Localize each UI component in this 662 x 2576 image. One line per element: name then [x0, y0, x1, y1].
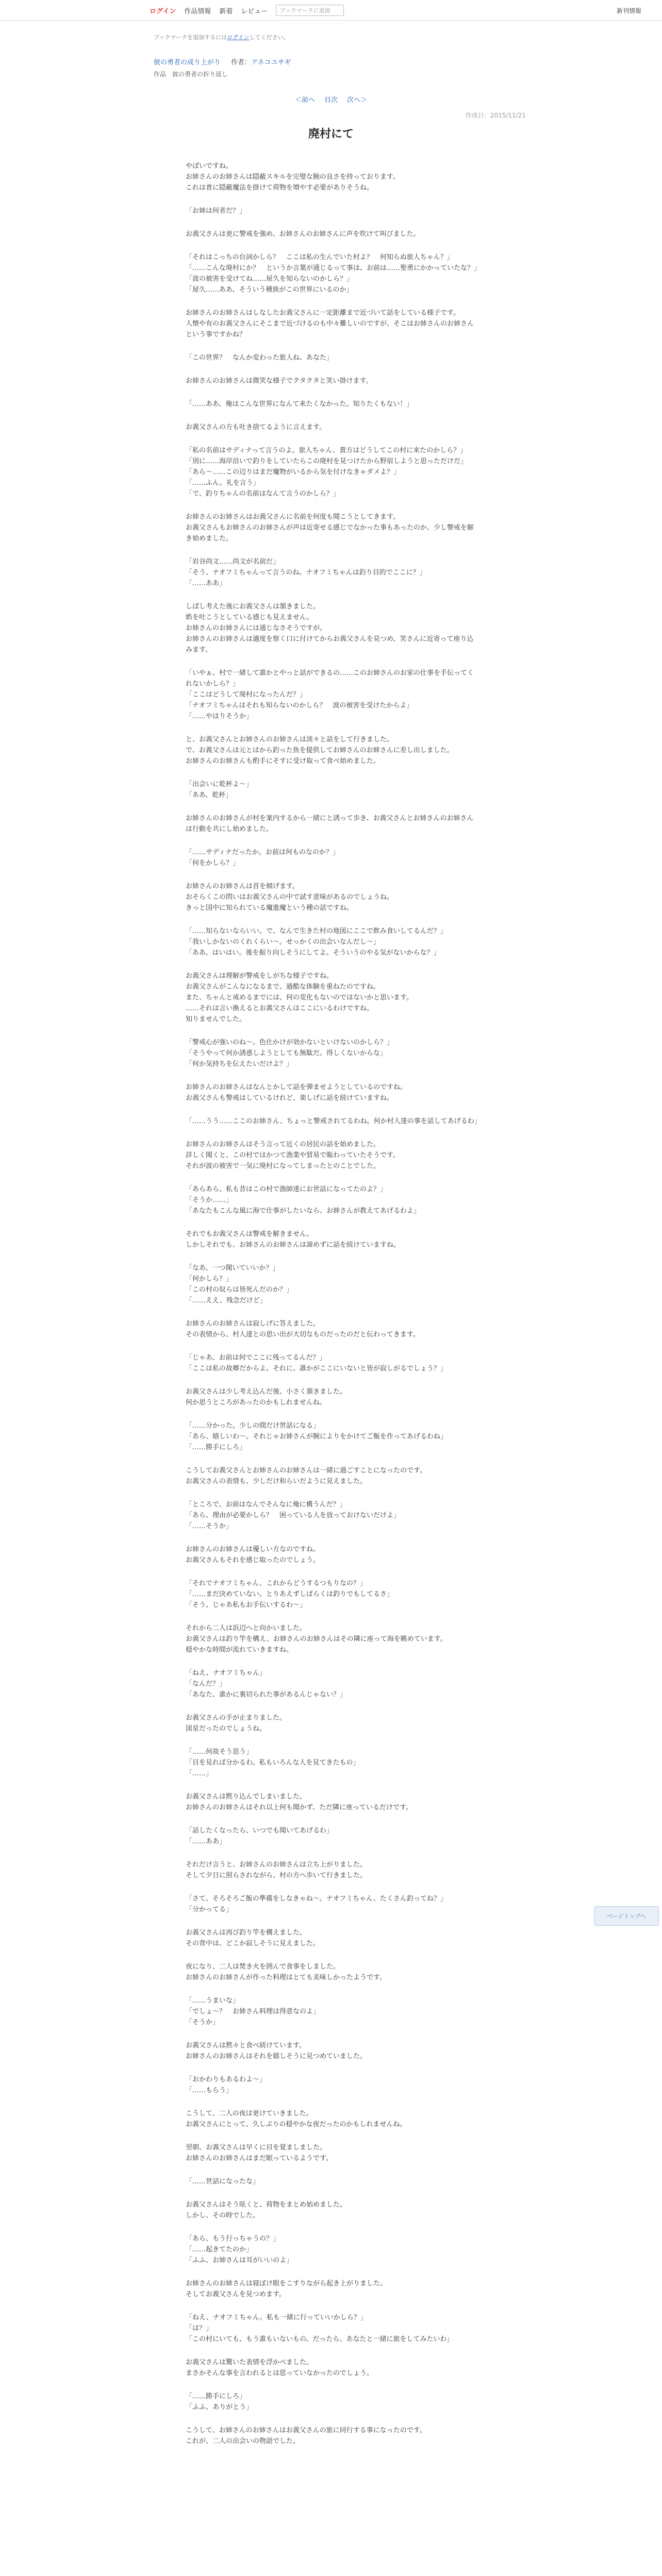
pager-top: [0, 94, 662, 104]
paragraph: [186, 2074, 478, 2096]
text-line: 「……勝手にしろ」: [186, 2393, 246, 2400]
text-line: 人懐や有のお義父さんにそこまで近づけるのも中々難しいのですが、そこはお姉さんのお姉さんという事ですかね？: [186, 320, 474, 338]
text-line: お義父さんは黙々と食べ続けています。: [186, 2042, 306, 2049]
text-line: 「……勝手にしろ」: [186, 1444, 246, 1451]
text-line: 「あら、もう行っちゃうの？」: [186, 2235, 280, 2243]
text-line: 「ねえ、ナオフミちゃん。私も一緒に行っていいかしら？」: [186, 2314, 367, 2321]
text-line: お姉さんのお姉さんはお義父さんに名前を何度も聞こうとしてきます。: [186, 513, 400, 521]
text-line: まさかそんな事を言われるとは思っていなかったのでしょう。: [186, 2369, 374, 2377]
text-line: 「ああ、乾杯」: [186, 791, 233, 799]
text-line: お義父さんもお姉さんのお姉さんが声は近寄せる感じでなかった事もあったのか、少し警戒を解き始めました。: [186, 524, 474, 543]
work-line: 作品 彼の勇者の折り返し: [154, 71, 228, 78]
text-line: 「……ああ、俺はこんな世界になんて来たくなかった。知りたくもない！」: [186, 400, 413, 408]
text-line: お姉さんのお姉さんは首を傾げます。: [186, 883, 299, 890]
text-line: 「……もらう」: [186, 2087, 233, 2094]
text-line: 「なあ、一つ聞いていいか？」: [186, 1264, 279, 1272]
paragraph: [186, 161, 478, 193]
text-line: 「ナオフミちゃんはそれも知らないのかしら？ 波の被害を受けたからよ」: [186, 702, 413, 709]
text-line: ……それは言い換えるとお義父さんはここにいるわけですね。: [186, 1005, 374, 1012]
text-line: 「で、釣りちゃんの名前はなんて言うのかしら？」: [186, 490, 340, 498]
paragraph: [186, 206, 478, 216]
paragraph: [186, 2278, 478, 2300]
text-line: お義父さんは理解が警戒をしがちな様子ですね。: [186, 972, 334, 980]
text-line: と、お義父さんとお姉さんのお姉さんは淡々と話をして行きました。: [186, 736, 394, 743]
notice-prefix: ブックマークを追加するには: [154, 34, 227, 41]
text-line: その表情から、村人達との思い出が大切なものだったのだと伝わってきます。: [186, 1331, 420, 1338]
paragraph: [186, 1184, 478, 1216]
text-line: 「そうか」: [186, 2019, 220, 2026]
text-line: お義父さんもそれを感じ取ったのでしょう。: [186, 1556, 320, 1564]
text-line: こうして、二人の夜は更けていきました。: [186, 2110, 313, 2117]
text-line: 「ふふ、お姉さんは耳がいいのよ」: [186, 2257, 293, 2264]
paragraph: [186, 376, 478, 386]
bookmark-input[interactable]: ブックマークに追加: [276, 5, 344, 16]
text-line: これは普に隠蔽魔法を掛けて荷物を増やす必要がありそうね。: [186, 184, 374, 192]
text-line: 「あなた、誰かに裏切られた事があるんじゃない？」: [186, 1691, 347, 1699]
text-line: また、ちゃんと戒めるまでには、何の変化もないのではないかと思います。: [186, 994, 413, 1002]
text-line: それだけ言うと、お姉さんのお姉さんは立ち上がりました。: [186, 1861, 367, 1869]
text-line: 「ねえ、ナオフミちゃん」: [186, 1669, 267, 1677]
text-line: お姉さんのお姉さんは寝ぼけ眼をこすりながら起き上がりました。: [186, 2280, 387, 2287]
text-line: 「……こんな廃村にか？ というか言葉が通じるって事は、お前は……聖勇にかかっていたな？」: [186, 264, 481, 272]
text-line: お姉さんのお姉さんは隠蔽スキルを完璧な腕の良さを持っております。: [186, 173, 400, 181]
text-line: お姉さんのお姉さんには通じなさそうですが。: [186, 624, 327, 632]
chapter-date: 作成日：2015/11/21: [465, 112, 526, 119]
text-line: 「この世界？ なんか変わった旅人ね、あなた」: [186, 354, 333, 362]
text-line: お姉さんのお姉さんは優しい方なのですね。: [186, 1546, 320, 1553]
text-line: 何か思うところがあったのかもしれませんね。: [186, 1399, 326, 1406]
paragraph: [186, 512, 478, 544]
text-line: しかしそれでも、お姉さんのお姉さんは諦めずに話を続けていますね。: [186, 1241, 401, 1249]
text-line: 「でしょ～？ お姉さん料理は得意なのよ」: [186, 2008, 320, 2015]
text-line: 「……サディナだったか。お前は何ものなのか？」: [186, 849, 339, 856]
text-line: それが波の被害で一気に廃村になってしまったとのことでした。: [186, 1162, 380, 1170]
paragraph: [186, 1544, 478, 1566]
author-link[interactable]: アネコユサギ: [251, 59, 291, 66]
notice-login-link[interactable]: ログイン: [227, 34, 250, 41]
paragraph: [186, 734, 478, 767]
paragraph: [186, 308, 478, 340]
text-line: おそらくこの問いはお義父さんの中で試す意味があるのでしょうね。: [186, 893, 394, 901]
paragraph: [186, 2040, 478, 2062]
text-line: お姉さんのお姉さんは微笑な様子でクタクタと笑い掛けます。: [186, 377, 373, 385]
text-line: 知りませんでした。: [186, 1015, 246, 1023]
text-line: 「……うう……ここのお姉さん、ちょっと警戒されてるわね。何か村人達の事を話してあげるわ」: [186, 1117, 481, 1125]
text-line: 「……ええ、残念だけど」: [186, 1297, 267, 1304]
paragraph: [186, 926, 478, 958]
text-line: お義父さんの手が止まりました。: [186, 1714, 287, 1722]
text-line: 「……うまいな」: [186, 1997, 240, 2005]
global-nav: [0, 0, 662, 21]
paragraph: [186, 1578, 478, 1611]
paragraph: [186, 352, 478, 363]
paragraph: [186, 1859, 478, 1881]
paragraph: [186, 971, 478, 1025]
paragraph: [186, 881, 478, 913]
text-line: それでもお義父さんは警戒を解きません。: [186, 1230, 313, 1238]
page-top-button[interactable]: ページトップへ: [594, 1906, 659, 1926]
text-line: 「……ふん。礼を言う」: [186, 479, 260, 487]
text-line: 「何か気持ちを伝えたいだけよ？」: [186, 1060, 293, 1068]
text-line: 「ここはどうして廃村になったんだ？」: [186, 691, 307, 699]
text-line: 「出会いに乾杯よ～」: [186, 781, 253, 788]
paragraph: [186, 422, 478, 433]
text-line: 「そうやって何か誘惑しようとしても無駄だ。得しくないからな」: [186, 1049, 387, 1057]
text-line: 「警戒心が強いのね～。色仕かけが効かないといけないのかしら？」: [186, 1039, 394, 1046]
novel-header: [154, 33, 510, 78]
text-line: やばいですね。: [186, 162, 233, 170]
text-line: 「それでナオフミちゃん、これからどうするつもりなの？」: [186, 1580, 367, 1587]
text-line: 「……知らないならいい。で、なんで生きた村の地図にここで飲み食いしてるんだ？」: [186, 927, 447, 935]
text-line: お姉さんのお姉さんは適度を察く口に付けてからお義父さんを見つめ、笑さんに近寄って座り込みます。: [186, 635, 474, 654]
text-line: 「そう、ナオフミちゃんって言うのね。ナオフミちゃんは釣り目的でここに？」: [186, 569, 426, 577]
series-link[interactable]: 彼の勇者の成り上がり: [154, 59, 221, 66]
text-line: お義父さんはそう呟くと、荷物をまとめ始めました。: [186, 2201, 347, 2209]
text-line: 「あら、嬉しいわ～。それじゃお姉さんが腕によりをかけてご飯を作ってあげるわね」: [186, 1433, 448, 1440]
text-line: きっと国中に知られている魔進魔という種の話ですね。: [186, 904, 354, 912]
text-line: 穏やかな時間が流れていきますね。: [186, 1646, 293, 1654]
text-line: お義父さんの表情も、少しだけ和らいだように見えました。: [186, 1478, 367, 1485]
text-line: 「それはこっちの台詞かしら？ ここは私の生んでいた村よ？ 何知らぬ旅人ちゃん？」: [186, 253, 454, 261]
text-line: 「……起きてたのか」: [186, 2246, 253, 2253]
text-line: 「なんだ？」: [186, 1680, 226, 1688]
meta-row: [154, 57, 510, 66]
author-label: 作者：: [231, 59, 252, 66]
paragraph: [186, 2233, 478, 2266]
text-line: その背中は、どこか寂しそうに見えました。: [186, 1940, 320, 1947]
text-line: 「あなたもこんな風に海で仕事がしたいなら、お姉さんが教えてあげるわよ」: [186, 1207, 421, 1215]
text-line: 「ふふ、ありがとう」: [186, 2403, 253, 2411]
text-line: お姉さんのお姉さんが村を案内するから一緒にと誘って歩き、お義父さんとお姉さんのお姉さんは行動を共にし始めました。: [186, 815, 474, 833]
text-line: 「あらあら、私も昔はこの村で漁師達にお世話になってたのよ？」: [186, 1185, 387, 1193]
text-line: 「別に……海岸沿いで釣りをしていたらこの廃村を見つけたから野宿しようと思っただけだ」: [186, 457, 468, 465]
text-line: しかし、その時でした。: [186, 2212, 260, 2219]
paragraph: [186, 1318, 478, 1340]
text-line: お姉さんのお姉さんが作った料理はとても美味しかったようです。: [186, 1974, 386, 1981]
text-line: 「ここは私の故郷だからよ。それに、誰かがここにいないと皆が寂しがるでしょう？」: [186, 1365, 447, 1372]
text-line: お義父さんは驚いた表情を浮かべました。: [186, 2359, 313, 2366]
text-line: 「目を見れば分かるわ。私もいろんな人を見てきたもの」: [186, 1759, 360, 1767]
text-line: 「岩谷尚文……尚文が名前だ」: [186, 558, 280, 566]
paragraph: [186, 445, 478, 499]
text-line: 「分かってる」: [186, 1906, 233, 1913]
text-line: 「何かしら？」: [186, 1275, 233, 1283]
paragraph: [186, 1082, 478, 1104]
text-line: お姉さんのお姉さんはそれ以上何も聞かず、ただ隣に座っているだけです。: [186, 1804, 412, 1811]
paragraph: [186, 1825, 478, 1847]
nav-left: [150, 0, 344, 21]
paragraph: [186, 2199, 478, 2221]
text-line: 「……そうか」: [186, 1522, 233, 1530]
paragraph: [186, 2391, 478, 2413]
paragraph: [186, 813, 478, 835]
paragraph: [186, 2312, 478, 2345]
text-line: お義父さんは更に警戒を強め、お姉さんのお姉さんに声を吹けて叫びました。: [186, 230, 420, 238]
paragraph: [186, 399, 478, 410]
text-line: しばし考えた後にお義父さんは頷きました。: [186, 603, 320, 611]
paragraph: [186, 1229, 478, 1250]
paragraph: [186, 1139, 478, 1172]
paragraph: [186, 1465, 478, 1487]
prev-link[interactable]: ＜前へ: [294, 96, 315, 104]
text-line: 「……ああ」: [186, 580, 226, 587]
text-line: 「そう。じゃあ私もお手伝いするわ～」: [186, 1601, 307, 1609]
paragraph: [186, 252, 481, 295]
paragraph: [186, 601, 478, 655]
text-line: 「……まだ決めていない。とりあえずしばらくは釣りでもしてるさ」: [186, 1590, 394, 1598]
text-line: 夜になり、二人は焚き火を囲んで食事をしました。: [186, 1963, 340, 1971]
text-line: 娯を吐こうとしている感じも見えません。: [186, 614, 313, 621]
paragraph: [186, 1623, 478, 1655]
text-line: こうしてお義父さんとお姉さんのお姉さんは一緒に過ごすことになったのです。: [186, 1467, 426, 1475]
text-line: お義父さんがこんなになるまで、過酷な体験を重ねたのですね。: [186, 983, 380, 991]
text-line: 「波の被害を受けてね……屋久を知らないのかしら？」: [186, 275, 354, 283]
paragraph: [186, 2425, 478, 2447]
text-line: 「さて、そろそろご飯の準備をしなきゃね～。ナオフミちゃん、たくさん釣ってね？」: [186, 1895, 447, 1903]
paragraph: [186, 1263, 478, 1306]
text-line: で、お義父さんは元とはから釣った魚を提供してお姉さんのお姉さんに差し出しました。: [186, 747, 454, 754]
paragraph: [186, 779, 478, 801]
text-line: そしてお義父さんを見つめます。: [186, 2291, 286, 2298]
paragraph: [186, 1352, 478, 1374]
text-line: 「私の名前はサディナって言うのよ。旅人ちゃん、貴方はどうしてこの村に来たのかしら？」: [186, 447, 467, 454]
paragraph: [186, 2108, 478, 2130]
text-line: 「我いしかないのくれくらい～。せっかくの出会いなんだし～」: [186, 938, 380, 946]
paragraph: [186, 1499, 478, 1532]
text-line: お義父さんは少し考え込んだ後、小さく頷きました。: [186, 1388, 347, 1396]
text-line: 「屋久……ああ、そういう種族がこの世界にいるのか」: [186, 286, 353, 294]
text-line: 「おかわりもあるわよ～」: [186, 2076, 267, 2083]
paragraph: [186, 1713, 478, 1734]
text-line: 「何をかしら？」: [186, 859, 240, 867]
text-line: こうして、お姉さんのお姉さんはお義父さんの旅に同行する事になったのです。: [186, 2427, 426, 2434]
text-line: お姉さんのお姉さんはなんとかして話を弾ませようとしているのですね。: [186, 1083, 407, 1091]
text-line: それから二人は浜辺へと向かいました。: [186, 1624, 307, 1632]
text-line: 「……世話になったな」: [186, 2178, 260, 2185]
text-line: 「この村の奴らは皆死んだのか？」: [186, 1286, 293, 1294]
text-line: 翌朝、お義父さんは早くに目を覚ましました。: [186, 2144, 327, 2151]
text-line: 「……ああ」: [186, 1838, 226, 1845]
text-line: 「お姉は何者だ？」: [186, 207, 246, 215]
chapter-title: 廃村にて: [308, 128, 354, 141]
paragraph: [186, 1995, 478, 2028]
paragraph: [186, 2176, 478, 2187]
paragraph: [186, 556, 478, 589]
paragraph: [186, 1668, 478, 1700]
paragraph: [186, 2357, 478, 2379]
work-search-link[interactable]: 作品情報: [184, 7, 211, 15]
paragraph: [186, 847, 478, 869]
login-link[interactable]: ログイン: [150, 7, 176, 15]
next-link[interactable]: 次へ＞: [347, 96, 368, 104]
text-line: 「……やはりそうか」: [186, 713, 253, 720]
text-line: 「……分かった。少しの間だけ世話になる」: [186, 1422, 320, 1430]
text-line: 「……」: [186, 1770, 213, 1777]
text-line: お姉さんのお姉さんはしなしたお義父さんに一定距離まで近づいて話をしている様子です。: [186, 309, 460, 317]
text-line: 図星だったのでしょうね。: [186, 1725, 267, 1733]
index-link[interactable]: 目次: [324, 96, 338, 104]
text-line: お義父さんは再び釣り竿を構えました。: [186, 1929, 307, 1937]
paragraph: [186, 1037, 478, 1070]
text-line: 「話したくなったら、いつでも聞いてあげるわ」: [186, 1827, 334, 1835]
login-notice: [154, 33, 510, 41]
paragraph: [186, 1116, 481, 1127]
text-line: 「……何故そう思う」: [186, 1748, 253, 1756]
text-line: お姉さんのお姉さんも酌手にそすに受け取って食べ始めました。: [186, 757, 380, 765]
text-line: 「いやぁ、村で一緒して誰かとやっと話ができるの……このお姉さんのお家の仕事を手伝ってくれないかしら？」: [186, 669, 474, 688]
text-line: お姉さんのお姉さんはそれを嬉しそうに見つめていました。: [186, 2053, 367, 2060]
text-line: 「じゃあ、お前は何でここに残ってるんだ？」: [186, 1354, 326, 1362]
text-line: そして夕日に照らされながら、村の方へ歩いて行きました。: [186, 1872, 367, 1879]
paragraph: [186, 1420, 478, 1453]
text-line: 「この村にいても、もう誰もいないもの。だったら、あなたと一緒に旅をしてみたいわ」: [186, 2335, 454, 2343]
paragraph: [186, 1386, 478, 1408]
text-line: 「そうか……」: [186, 1196, 233, 1204]
notice-suffix: してください。: [249, 34, 289, 41]
review-link[interactable]: レビュー: [241, 7, 268, 15]
paragraph: [186, 1747, 478, 1779]
text-line: お姉さんのお姉さんはそう言って近くの居民の話を始めました。: [186, 1141, 380, 1148]
new-release-link[interactable]: 新刊情報: [616, 7, 641, 14]
paragraph: [186, 2142, 478, 2164]
paragraph: [186, 1961, 478, 1983]
ranking-link[interactable]: 新着: [219, 7, 233, 15]
text-line: 「は？」: [186, 2325, 213, 2332]
paragraph: [186, 1893, 478, 1915]
novel-body: [186, 161, 481, 2459]
text-line: 「ところで、お前はなんでそんなに俺に構うんだ？」: [186, 1501, 346, 1509]
text-line: これが、二人の出会いの物語でした。: [186, 2437, 300, 2445]
paragraph: [186, 1927, 478, 1949]
text-line: お姉さんのお姉さんは寂しげに答えました。: [186, 1320, 320, 1328]
paragraph: [186, 668, 478, 722]
text-line: お義父さんも警戒はしているけれど、楽しげに話を続けていますね。: [186, 1094, 394, 1102]
text-line: お義父さんの方も吐き捨てるように言えます。: [186, 423, 326, 431]
text-line: 「あら、理由が必要かしら？ 困っている人を放っておけないだけよ」: [186, 1512, 401, 1519]
text-line: 「あら～……この辺りはまだ魔物がいるから気を付けなきゃダメよ？」: [186, 468, 401, 476]
paragraph: [186, 1791, 478, 1813]
text-line: 「ああ、はいはい。後を振り向しそうにしてよ。そういうのやる気がないからな？」: [186, 949, 440, 957]
paragraph: [186, 229, 478, 240]
nav-right: [617, 0, 641, 21]
text-line: お義父さんは釣り竿を構え、お姉さんのお姉さんはその隣に座って海を眺めています。: [186, 1635, 447, 1643]
text-line: 詳しく聞くと、この村ではかつて漁業や貿易で賑わっていたそうです。: [186, 1151, 400, 1159]
text-line: お姉さんのお姉さんはまだ眠っているようです。: [186, 2155, 333, 2162]
text-line: お義父さんにとって、久しぶりの穏やかな夜だったのかもしれませんね。: [186, 2121, 407, 2128]
text-line: お義父さんは黙り込んでしまいました。: [186, 1793, 307, 1801]
